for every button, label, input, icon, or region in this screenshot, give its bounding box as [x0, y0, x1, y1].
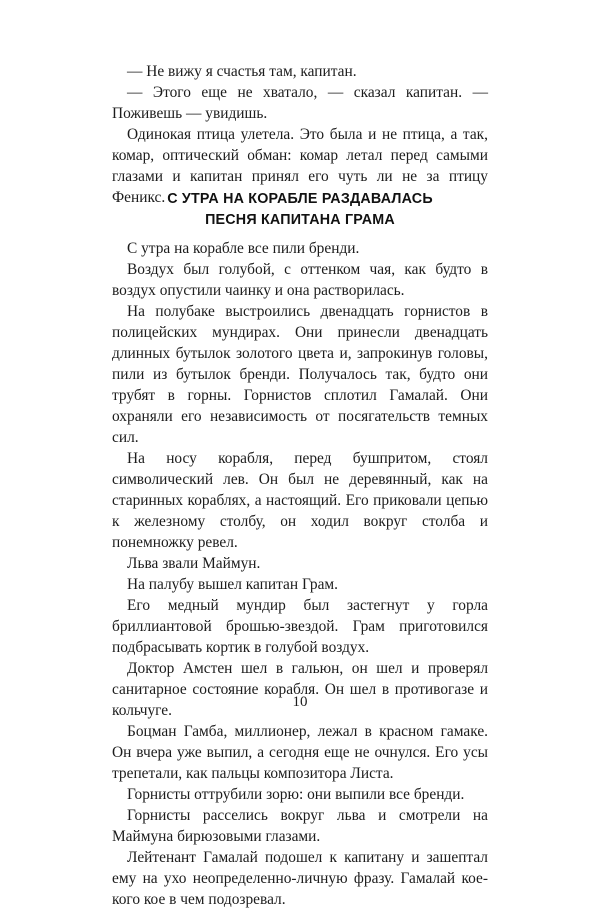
chapter-heading-line-1: С УТРА НА КОРАБЛЕ РАЗДАВАЛАСЬ: [167, 191, 433, 207]
paragraph: На носу корабля, перед бушпритом, стоял символический лев. Он был не деревянный, как на старинных кораблях, а настоящий. Его приковали цепью к железному столбу, он ходил вокруг столба и понемножку ревел.: [112, 450, 488, 551]
paragraph: — Этого еще не хватало, — сказал капитан. — Поживешь — увидишь.: [112, 84, 488, 122]
paragraph: С утра на корабле все пили бренди.: [127, 240, 360, 257]
paragraph: Воздух был голубой, с оттенком чая, как будто в воздух опустили чаинку и она растворилась.: [112, 261, 488, 299]
paragraph: На полубаке выстроились двенадцать горнистов в полицейских мундирах. Они принесли двенадцать длинных бутылок золотого цвета и, запрокинув головы, пили из бутылок бренди. Получалось так, будто они трубят в горны. Горнистов сплотил Гамалай. Они охраняли его независимость от посягательств темных сил.: [112, 303, 488, 446]
page-number: 10: [292, 694, 308, 710]
chapter-heading: [112, 189, 488, 231]
paragraph: Льва звали Маймун.: [127, 555, 261, 572]
paragraph: Боцман Гамба, миллионер, лежал в красном гамаке. Он вчера уже выпил, а сегодня еще не очнулся. Его усы трепетали, как пальцы композитора Листа.: [112, 723, 488, 782]
paragraph: Лейтенант Гамалай подошел к капитану и зашептал ему на ухо неопределенно-личную фразу. Гамалай кое-кого кое в чем подозревал.: [112, 849, 488, 908]
paragraph: Одинокая птица улетела. Это была и не птица, а так, комар, оптический обман: комар летал перед самыми глазами и капитан принял его чуть ли не за птицу Феникс.: [112, 126, 488, 206]
paragraph: Горнисты расселись вокруг льва и смотрели на Маймуна бирюзовыми глазами.: [112, 807, 488, 845]
paragraph: Горнисты оттрубили зорю: они выпили все бренди.: [127, 786, 465, 803]
paragraph: Доктор Амстен шел в гальюн, он шел и проверял санитарное состояние корабля. Он шел в противогазе и кольчуге.: [112, 660, 488, 719]
paragraph: — Не вижу я счастья там, капитан.: [127, 63, 357, 80]
chapter-heading-line-2: ПЕСНЯ КАПИТАНА ГРАМА: [205, 212, 395, 228]
chapter-body: [112, 238, 488, 910]
opening-dialogue: [112, 61, 488, 208]
paragraph: Его медный мундир был застегнут у горла бриллиантовой брошью-звездой. Грам приготовился подбрасывать кортик в голубой воздух.: [112, 597, 488, 656]
paragraph: На палубу вышел капитан Грам.: [127, 576, 338, 593]
